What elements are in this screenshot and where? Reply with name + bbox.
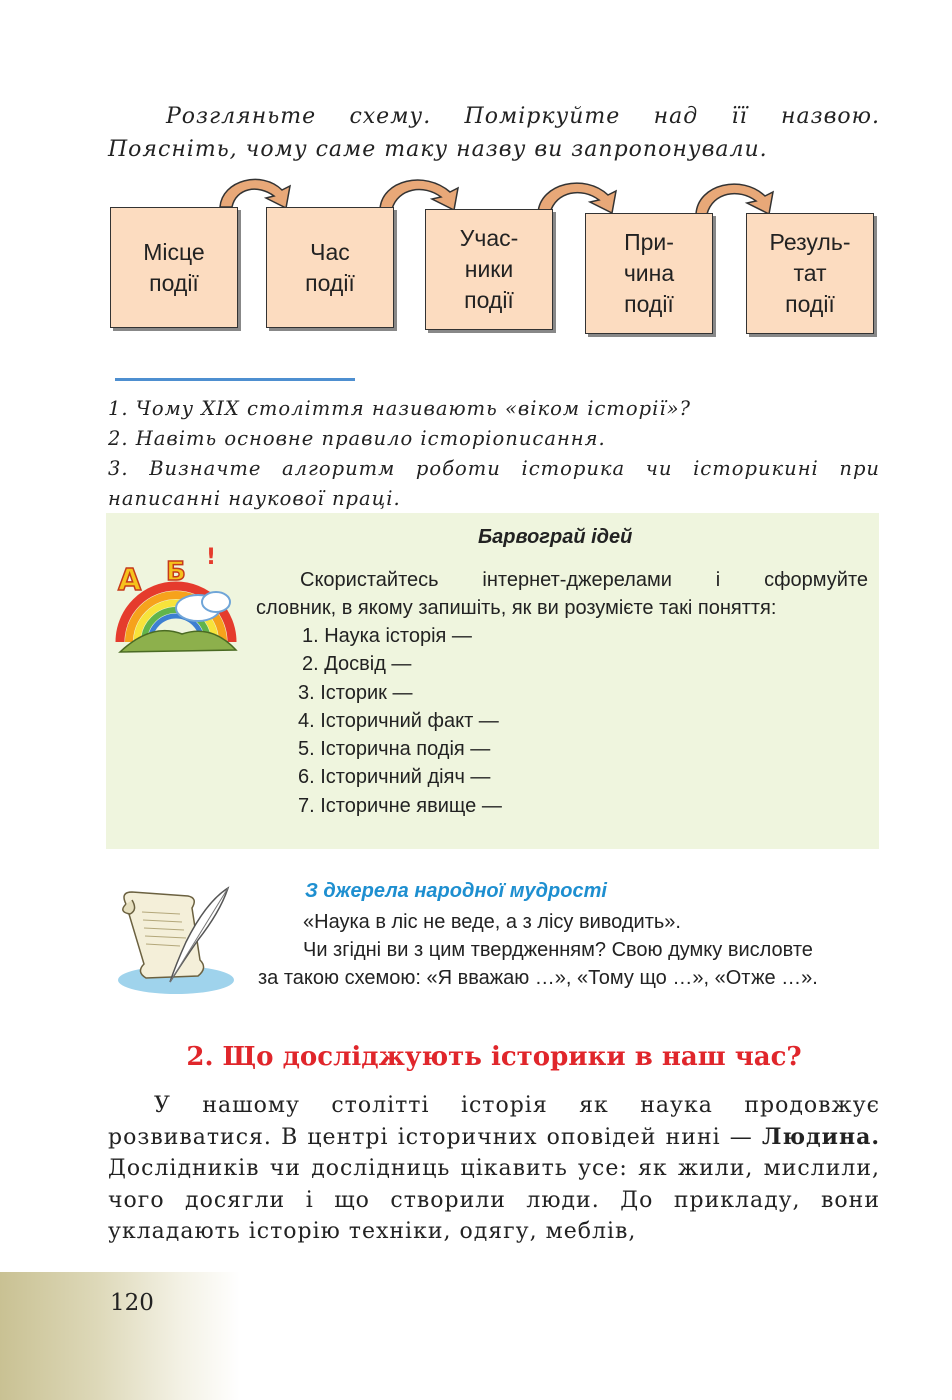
curved-arrow-icon bbox=[696, 184, 773, 214]
scheme-box-participants bbox=[425, 209, 553, 330]
questions-list bbox=[108, 394, 880, 514]
question-item: 1. Чому XIX століття називають «віком історії»? bbox=[108, 397, 691, 420]
question-item: написанні наукової праці. bbox=[108, 487, 401, 510]
ideas-intro-line-2: словник, в якому запишіть, як ви розумієте такі поняття: bbox=[256, 597, 777, 619]
list-item: 6. Історичний діяч — bbox=[298, 766, 491, 789]
wisdom-quote: «Наука в ліс не веде, а з лісу виводить». bbox=[303, 911, 681, 933]
scheme-box-cause bbox=[585, 213, 713, 334]
wisdom-text bbox=[258, 908, 878, 992]
intro-line-1: Розгляньте схему. Поміркуйте над її назвою. bbox=[166, 104, 880, 129]
scheme-box-place bbox=[110, 207, 238, 328]
curved-arrow-icon bbox=[380, 180, 458, 210]
list-item: 7. Історичне явище — bbox=[298, 794, 502, 817]
wisdom-line-3: за такою схемою: «Я вважаю …», «Тому що …», «Отже …». bbox=[258, 967, 818, 989]
scroll-quill-icon bbox=[110, 882, 240, 998]
question-item: 3. Визначте алгоритм роботи історика чи історикині при bbox=[108, 457, 880, 480]
list-item: 1. Наука історія — bbox=[302, 625, 472, 647]
scheme-box-result bbox=[746, 213, 874, 334]
ideas-term-list bbox=[298, 622, 502, 820]
intro-line-2: Поясніть, чому саме таку назву ви запропонували. bbox=[108, 137, 768, 162]
scheme-box-time bbox=[266, 207, 394, 328]
scheme-arrows bbox=[0, 0, 952, 240]
curved-arrow-icon bbox=[220, 179, 290, 208]
ideas-intro-line-1: Скористайтесь інтернет-джерелами і сформуйте bbox=[300, 569, 868, 591]
list-item: 3. Історик — bbox=[298, 681, 413, 704]
svg-text:А: А bbox=[118, 563, 142, 598]
abc-rainbow-icon bbox=[112, 542, 240, 656]
list-item: 5. Історична подія — bbox=[298, 738, 491, 761]
scheme-box-label: Час події bbox=[305, 238, 355, 296]
ideas-title: Барвограй ідей bbox=[478, 526, 633, 548]
body-text-end: Дослідників чи дослідниць цікавить усе: як жили, мислили, чого досягли і що створили люди. До прикладу, вони укладають історію техніки, одягу, меблів, bbox=[108, 1156, 880, 1244]
wisdom-line-2: Чи згідні ви з цим твердженням? Свою думку висловте bbox=[303, 939, 813, 961]
section-heading: 2. Що досліджують історики в наш час? bbox=[186, 1042, 802, 1072]
svg-text:Б: Б bbox=[166, 557, 186, 587]
list-item: 2. Досвід — bbox=[302, 653, 412, 676]
body-text-start: У нашому столітті історія як наука продовжує розвиватися. В центрі історичних оповідей нині — bbox=[108, 1093, 880, 1150]
page-number: 120 bbox=[110, 1290, 154, 1316]
scheme-box-label: Резуль- тат події bbox=[769, 229, 851, 317]
wisdom-title: З джерела народної мудрості bbox=[305, 880, 607, 902]
scheme-box-label: При- чина події bbox=[623, 229, 675, 317]
section-divider bbox=[115, 378, 355, 381]
list-item: 4. Історичний факт — bbox=[298, 709, 499, 732]
question-item: 2. Навіть основне правило історіописання. bbox=[108, 427, 606, 450]
scheme-box-label: Учас- ники події bbox=[459, 225, 519, 313]
svg-text:!: ! bbox=[206, 545, 217, 570]
body-paragraph bbox=[108, 1090, 880, 1248]
ideas-intro bbox=[256, 566, 868, 622]
scheme-box-label: Місце події bbox=[143, 238, 205, 296]
body-text-bold: Людина. bbox=[761, 1123, 880, 1150]
